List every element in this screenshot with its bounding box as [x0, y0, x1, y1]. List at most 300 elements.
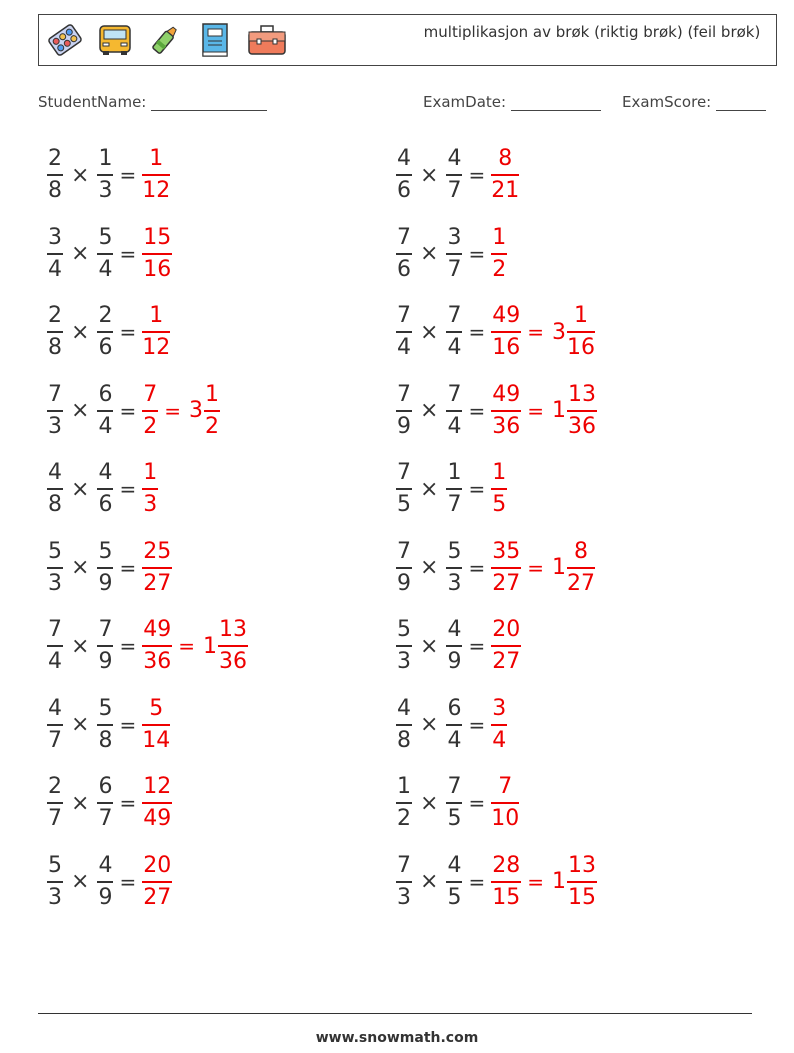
factor-a-fraction-denominator: 5 — [397, 492, 411, 517]
answer-fraction-numerator: 1 — [143, 460, 158, 485]
factor-b-fraction — [97, 303, 113, 361]
answer-fraction — [491, 225, 507, 283]
factor-b-fraction-bar — [97, 174, 113, 176]
factor-a-fraction-numerator: 7 — [397, 224, 411, 250]
factor-b-fraction-numerator: 7 — [447, 774, 462, 799]
mixed-fraction-denominator: 27 — [566, 570, 595, 596]
factor-b-fraction — [97, 853, 113, 911]
answer-fraction-bar — [491, 645, 521, 647]
equals-sign: = — [119, 163, 137, 187]
problem-item — [47, 145, 170, 205]
answer — [491, 617, 521, 675]
factor-b-fraction-numerator: 2 — [98, 303, 113, 328]
times-sign: × — [71, 869, 90, 894]
factor-b-fraction-denominator: 9 — [98, 649, 113, 674]
factor-b-fraction-bar — [446, 410, 462, 412]
times-sign: × — [71, 476, 90, 502]
answer — [142, 460, 158, 518]
answer-fraction-denominator: 10 — [491, 806, 520, 831]
problem-item — [396, 459, 507, 519]
factor-a-fraction-numerator: 2 — [48, 146, 62, 171]
factor-b-fraction-bar — [97, 488, 113, 490]
factor-a-fraction — [47, 460, 63, 518]
factor-b-fraction-denominator: 7 — [447, 256, 462, 282]
factor-a-fraction — [47, 146, 63, 204]
answer-fraction-denominator: 12 — [142, 335, 171, 360]
factor-b-fraction-denominator: 4 — [98, 256, 113, 282]
factor-a-fraction-numerator: 7 — [397, 852, 411, 878]
factor-b-fraction-numerator: 5 — [98, 695, 113, 721]
factor-b-fraction-denominator: 3 — [447, 570, 462, 596]
footer-url: www.snowmath.com — [315, 1030, 479, 1046]
factor-b-fraction-bar — [446, 174, 462, 176]
problem-item — [47, 852, 172, 912]
answer-fraction-numerator: 20 — [492, 617, 521, 642]
factor-b-fraction-numerator: 7 — [447, 303, 462, 328]
answer-fraction-denominator: 2 — [143, 413, 158, 439]
answer — [142, 696, 170, 754]
factor-b-fraction-numerator: 4 — [98, 852, 113, 878]
factor-b-fraction — [446, 617, 462, 675]
factor-b-fraction-denominator: 6 — [98, 492, 113, 517]
factor-b-fraction-denominator: 4 — [447, 413, 462, 439]
factor-b-fraction-numerator: 4 — [447, 617, 462, 642]
answer-fraction-denominator: 16 — [143, 256, 172, 282]
times-sign: × — [420, 790, 439, 816]
factor-a-fraction-denominator: 3 — [48, 570, 62, 596]
answer-fraction-numerator: 35 — [492, 538, 521, 564]
footer-divider — [38, 1013, 752, 1014]
factor-b-fraction-bar — [97, 881, 113, 883]
answer — [491, 225, 507, 283]
factor-b-fraction-denominator: 4 — [447, 335, 462, 360]
factor-a-fraction-denominator: 9 — [397, 413, 411, 439]
answer-fraction-numerator: 12 — [143, 774, 172, 799]
answer-fraction-numerator: 1 — [492, 460, 507, 485]
factor-a-fraction-denominator: 3 — [48, 884, 62, 910]
factor-b-fraction — [97, 146, 113, 204]
mixed-fraction-bar — [204, 410, 220, 412]
briefcase-icon — [245, 20, 289, 60]
equals-sign: = — [468, 712, 486, 737]
factor-a-fraction — [396, 617, 412, 675]
factor-b-fraction-denominator: 9 — [98, 884, 113, 910]
factor-b-fraction — [97, 774, 113, 832]
factor-b-fraction — [97, 617, 113, 675]
factor-b-fraction — [97, 539, 113, 597]
worksheet-header — [38, 14, 777, 66]
times-sign: × — [420, 241, 439, 266]
factor-b-fraction-numerator: 3 — [447, 224, 462, 250]
factor-b-fraction-numerator: 5 — [98, 538, 113, 564]
factor-a-fraction-denominator: 9 — [397, 570, 411, 596]
factor-b-fraction — [446, 146, 462, 204]
factor-a-fraction-bar — [47, 881, 63, 883]
mixed-fraction — [567, 303, 595, 361]
factor-a-fraction-bar — [396, 881, 412, 883]
factor-a-fraction-numerator: 5 — [397, 617, 411, 642]
factor-a-fraction-bar — [47, 802, 63, 804]
factor-b-fraction-numerator: 7 — [98, 617, 113, 642]
equals-sign: = — [468, 869, 486, 894]
book-icon — [195, 20, 235, 60]
answer-fraction-denominator: 12 — [142, 178, 171, 203]
times-sign: × — [420, 555, 439, 580]
factor-b-fraction-bar — [446, 567, 462, 569]
problem-item — [47, 773, 172, 833]
answer — [491, 853, 597, 911]
equals-sign: = — [468, 163, 486, 187]
times-sign: × — [420, 398, 439, 423]
highlighter-icon — [145, 20, 185, 60]
answer-fraction-denominator: 3 — [143, 492, 158, 517]
factor-b-fraction-numerator: 4 — [447, 852, 462, 878]
answer-fraction-bar — [142, 253, 172, 255]
factor-a-fraction-denominator: 6 — [397, 178, 411, 203]
answer-fraction-numerator: 1 — [149, 146, 164, 171]
times-sign: × — [71, 398, 90, 423]
factor-a-fraction — [47, 539, 63, 597]
answer-fraction-bar — [142, 802, 172, 804]
mixed-fraction-bar — [567, 567, 595, 569]
answer — [491, 146, 519, 204]
mixed-fraction-denominator: 15 — [567, 884, 596, 910]
equals-sign: = — [119, 555, 137, 580]
factor-b-fraction-bar — [446, 724, 462, 726]
factor-a-fraction — [396, 146, 412, 204]
answer-fraction-bar — [491, 410, 521, 412]
answer-fraction-denominator: 27 — [492, 649, 521, 674]
factor-b-fraction-denominator: 6 — [98, 335, 113, 360]
answer-fraction-denominator: 36 — [143, 649, 172, 674]
factor-b-fraction-denominator: 8 — [98, 727, 113, 753]
factor-b-fraction-bar — [97, 802, 113, 804]
problem-item — [47, 224, 172, 284]
mixed-fraction-numerator: 13 — [567, 381, 596, 407]
factor-b-fraction-denominator: 7 — [98, 806, 113, 831]
factor-a-fraction-numerator: 4 — [48, 460, 62, 485]
answer-fraction-numerator: 3 — [492, 695, 507, 721]
answer-fraction-denominator: 2 — [492, 256, 507, 282]
answer — [491, 774, 519, 832]
answer-fraction-denominator: 27 — [143, 570, 172, 596]
answer-fraction-bar — [491, 174, 519, 176]
factor-a-fraction-denominator: 7 — [48, 727, 62, 753]
factor-a-fraction-bar — [47, 567, 63, 569]
factor-b-fraction-denominator: 4 — [98, 413, 113, 439]
problem-item — [47, 459, 158, 519]
factor-b-fraction-bar — [446, 802, 462, 804]
mixed-fraction-bar — [567, 331, 595, 333]
mixed-fraction — [567, 853, 597, 911]
factor-b-fraction-bar — [97, 331, 113, 333]
answer-equals-sign: = — [527, 555, 544, 580]
answer-fraction — [142, 539, 172, 597]
factor-b-fraction-denominator: 9 — [98, 570, 113, 596]
answer — [142, 617, 248, 675]
factor-a-fraction — [47, 774, 63, 832]
exam-date-label: ExamDate: — [423, 93, 507, 111]
factor-a-fraction-bar — [47, 645, 63, 647]
factor-a-fraction-numerator: 7 — [397, 381, 411, 407]
factor-a-fraction-numerator: 4 — [397, 146, 411, 171]
answer-fraction-bar — [491, 488, 507, 490]
mixed-fraction-numerator: 13 — [218, 617, 247, 642]
answer-fraction-numerator: 49 — [492, 381, 521, 407]
answer-equals-sign: = — [164, 398, 181, 423]
factor-b-fraction-numerator: 6 — [447, 695, 462, 721]
answer — [142, 382, 220, 440]
factor-b-fraction-bar — [446, 488, 462, 490]
answer-fraction — [491, 382, 521, 440]
mixed-whole-number: 3 — [551, 319, 566, 345]
student-name-label: StudentName: — [38, 93, 147, 111]
answer-fraction-bar — [142, 881, 172, 883]
answer-fraction — [491, 146, 519, 204]
answer-fraction-denominator: 49 — [143, 806, 172, 831]
factor-b-fraction-denominator: 4 — [447, 727, 462, 753]
factor-a-fraction-denominator: 4 — [48, 649, 62, 674]
answer — [491, 696, 507, 754]
problem-item — [396, 616, 521, 676]
exam-date-blank[interactable] — [511, 94, 601, 111]
factor-a-fraction-bar — [47, 488, 63, 490]
mixed-fraction-denominator: 16 — [566, 335, 595, 360]
mixed-fraction-numerator: 1 — [204, 381, 219, 407]
problem-item — [396, 381, 597, 441]
times-sign: × — [71, 790, 90, 816]
factor-a-fraction — [47, 382, 63, 440]
factor-b-fraction-bar — [446, 645, 462, 647]
answer-fraction-bar — [491, 253, 507, 255]
times-sign: × — [71, 319, 90, 345]
problem-item — [396, 224, 507, 284]
mixed-fraction-numerator: 8 — [573, 538, 588, 564]
factor-a-fraction — [47, 696, 63, 754]
factor-b-fraction-denominator: 9 — [447, 649, 462, 674]
times-sign: × — [420, 712, 439, 737]
factor-b-fraction — [446, 539, 462, 597]
answer-fraction — [491, 774, 519, 832]
equals-sign: = — [119, 320, 137, 344]
equals-sign: = — [468, 398, 486, 423]
answer-fraction-denominator: 27 — [143, 884, 172, 910]
problem-item — [396, 695, 507, 755]
factor-b-fraction — [446, 696, 462, 754]
factor-a-fraction-numerator: 3 — [48, 224, 62, 250]
times-sign: × — [71, 712, 90, 737]
factor-a-fraction-bar — [47, 253, 63, 255]
problem-item — [47, 695, 170, 755]
equals-sign: = — [119, 634, 137, 658]
factor-b-fraction-denominator: 5 — [447, 884, 462, 910]
factor-b-fraction — [446, 225, 462, 283]
answer-fraction — [491, 539, 521, 597]
mixed-whole-number: 1 — [551, 869, 566, 894]
answer — [491, 382, 597, 440]
answer-fraction — [142, 225, 172, 283]
times-sign: × — [420, 476, 439, 502]
exam-score-field[interactable] — [622, 93, 766, 111]
exam-score-blank[interactable] — [716, 94, 766, 111]
answer-fraction-numerator: 8 — [498, 146, 513, 171]
mixed-fraction-denominator: 36 — [218, 649, 247, 674]
answer-fraction-bar — [142, 724, 170, 726]
factor-a-fraction-denominator: 6 — [397, 256, 411, 282]
equals-sign: = — [468, 791, 486, 815]
factor-a-fraction-bar — [396, 488, 412, 490]
factor-a-fraction — [396, 539, 412, 597]
times-sign: × — [71, 162, 90, 188]
factor-a-fraction — [396, 382, 412, 440]
answer — [142, 539, 172, 597]
answer-fraction-denominator: 16 — [492, 335, 521, 360]
factor-b-fraction-numerator: 5 — [447, 538, 462, 564]
answer-fraction-bar — [142, 174, 170, 176]
mixed-whole-number: 1 — [551, 555, 566, 580]
student-name-blank[interactable] — [151, 94, 267, 111]
factor-a-fraction-numerator: 2 — [48, 303, 62, 328]
factor-b-fraction — [446, 853, 462, 911]
answer-fraction-numerator: 5 — [149, 695, 164, 721]
factor-a-fraction — [396, 774, 412, 832]
answer-fraction-numerator: 25 — [143, 538, 172, 564]
factor-a-fraction — [47, 617, 63, 675]
factor-a-fraction-bar — [47, 724, 63, 726]
answer-fraction-bar — [142, 567, 172, 569]
factor-a-fraction-numerator: 7 — [397, 460, 411, 485]
mixed-fraction — [567, 539, 595, 597]
answer-fraction-denominator: 14 — [142, 727, 171, 753]
factor-a-fraction-bar — [396, 253, 412, 255]
answer-fraction-denominator: 27 — [492, 570, 521, 596]
exam-date-field[interactable] — [423, 93, 601, 111]
mixed-whole-number: 1 — [551, 398, 566, 423]
problem-item — [47, 616, 248, 676]
factor-a-fraction — [47, 853, 63, 911]
answer — [491, 303, 595, 361]
factor-b-fraction-denominator: 7 — [447, 178, 462, 203]
factor-a-fraction — [396, 853, 412, 911]
factor-a-fraction-numerator: 7 — [397, 303, 411, 328]
answer-fraction — [142, 382, 158, 440]
pill-blister-icon — [45, 20, 85, 60]
mixed-fraction-bar — [567, 881, 597, 883]
factor-b-fraction-denominator: 5 — [447, 806, 462, 831]
answer-fraction-numerator: 15 — [143, 224, 172, 250]
answer — [142, 303, 170, 361]
answer-fraction-bar — [491, 802, 519, 804]
answer-fraction-numerator: 7 — [143, 381, 158, 407]
equals-sign: = — [468, 241, 486, 266]
factor-b-fraction — [446, 303, 462, 361]
exam-score-label: ExamScore: — [622, 93, 712, 111]
answer — [142, 146, 170, 204]
factor-a-fraction-bar — [396, 174, 412, 176]
factor-a-fraction — [396, 460, 412, 518]
factor-a-fraction-numerator: 7 — [48, 381, 62, 407]
answer-equals-sign: = — [178, 634, 195, 658]
problem-item — [396, 145, 519, 205]
problem-item — [396, 852, 597, 912]
factor-a-fraction-numerator: 4 — [48, 695, 62, 721]
mixed-fraction — [204, 382, 220, 440]
factor-b-fraction-bar — [97, 567, 113, 569]
factor-a-fraction-denominator: 8 — [48, 492, 62, 517]
factor-b-fraction-bar — [97, 410, 113, 412]
factor-b-fraction-bar — [446, 331, 462, 333]
times-sign: × — [420, 162, 439, 188]
answer-fraction-bar — [491, 881, 521, 883]
answer-fraction — [491, 303, 521, 361]
factor-a-fraction-bar — [396, 724, 412, 726]
answer-fraction-bar — [142, 645, 172, 647]
equals-sign: = — [119, 712, 137, 737]
answer-fraction-denominator: 36 — [492, 413, 521, 439]
answer-fraction-denominator: 15 — [492, 884, 521, 910]
factor-a-fraction-bar — [396, 802, 412, 804]
answer-fraction-numerator: 7 — [498, 774, 513, 799]
mixed-fraction-bar — [567, 410, 597, 412]
answer-fraction-denominator: 5 — [492, 492, 507, 517]
factor-a-fraction-numerator: 7 — [397, 538, 411, 564]
factor-b-fraction-bar — [446, 253, 462, 255]
problem-item — [47, 538, 172, 598]
answer-fraction — [142, 774, 172, 832]
answer-equals-sign: = — [527, 398, 544, 423]
factor-b-fraction-numerator: 5 — [98, 224, 113, 250]
factor-a-fraction-denominator: 3 — [48, 413, 62, 439]
factor-a-fraction-numerator: 5 — [48, 538, 62, 564]
answer-fraction — [142, 460, 158, 518]
answer — [491, 460, 507, 518]
equals-sign: = — [119, 241, 137, 266]
header-icons — [45, 20, 289, 60]
factor-a-fraction-denominator: 8 — [48, 178, 62, 203]
factor-b-fraction-bar — [97, 645, 113, 647]
answer-fraction-numerator: 49 — [143, 617, 172, 642]
answer-fraction-numerator: 20 — [143, 852, 172, 878]
mixed-fraction — [567, 382, 597, 440]
factor-b-fraction-numerator: 6 — [98, 381, 113, 407]
equals-sign: = — [468, 555, 486, 580]
mixed-fraction — [218, 617, 248, 675]
equals-sign: = — [468, 634, 486, 658]
factor-a-fraction-numerator: 2 — [48, 774, 62, 799]
factor-a-fraction-numerator: 5 — [48, 852, 62, 878]
problem-item — [47, 381, 220, 441]
factor-b-fraction-numerator: 7 — [447, 381, 462, 407]
answer-fraction — [142, 617, 172, 675]
student-name-field[interactable] — [38, 93, 267, 111]
factor-a-fraction-bar — [396, 567, 412, 569]
answer-fraction-denominator: 4 — [492, 727, 507, 753]
factor-b-fraction — [97, 696, 113, 754]
equals-sign: = — [468, 477, 486, 501]
factor-b-fraction — [97, 382, 113, 440]
answer-equals-sign: = — [527, 320, 544, 344]
factor-b-fraction-bar — [97, 724, 113, 726]
factor-a-fraction-bar — [396, 331, 412, 333]
equals-sign: = — [119, 791, 137, 815]
factor-a-fraction-bar — [396, 410, 412, 412]
factor-b-fraction-numerator: 6 — [98, 774, 113, 799]
problem-item — [396, 302, 595, 362]
answer-fraction — [142, 696, 170, 754]
factor-a-fraction-numerator: 1 — [397, 774, 411, 799]
answer-fraction-bar — [491, 567, 521, 569]
times-sign: × — [71, 555, 90, 580]
